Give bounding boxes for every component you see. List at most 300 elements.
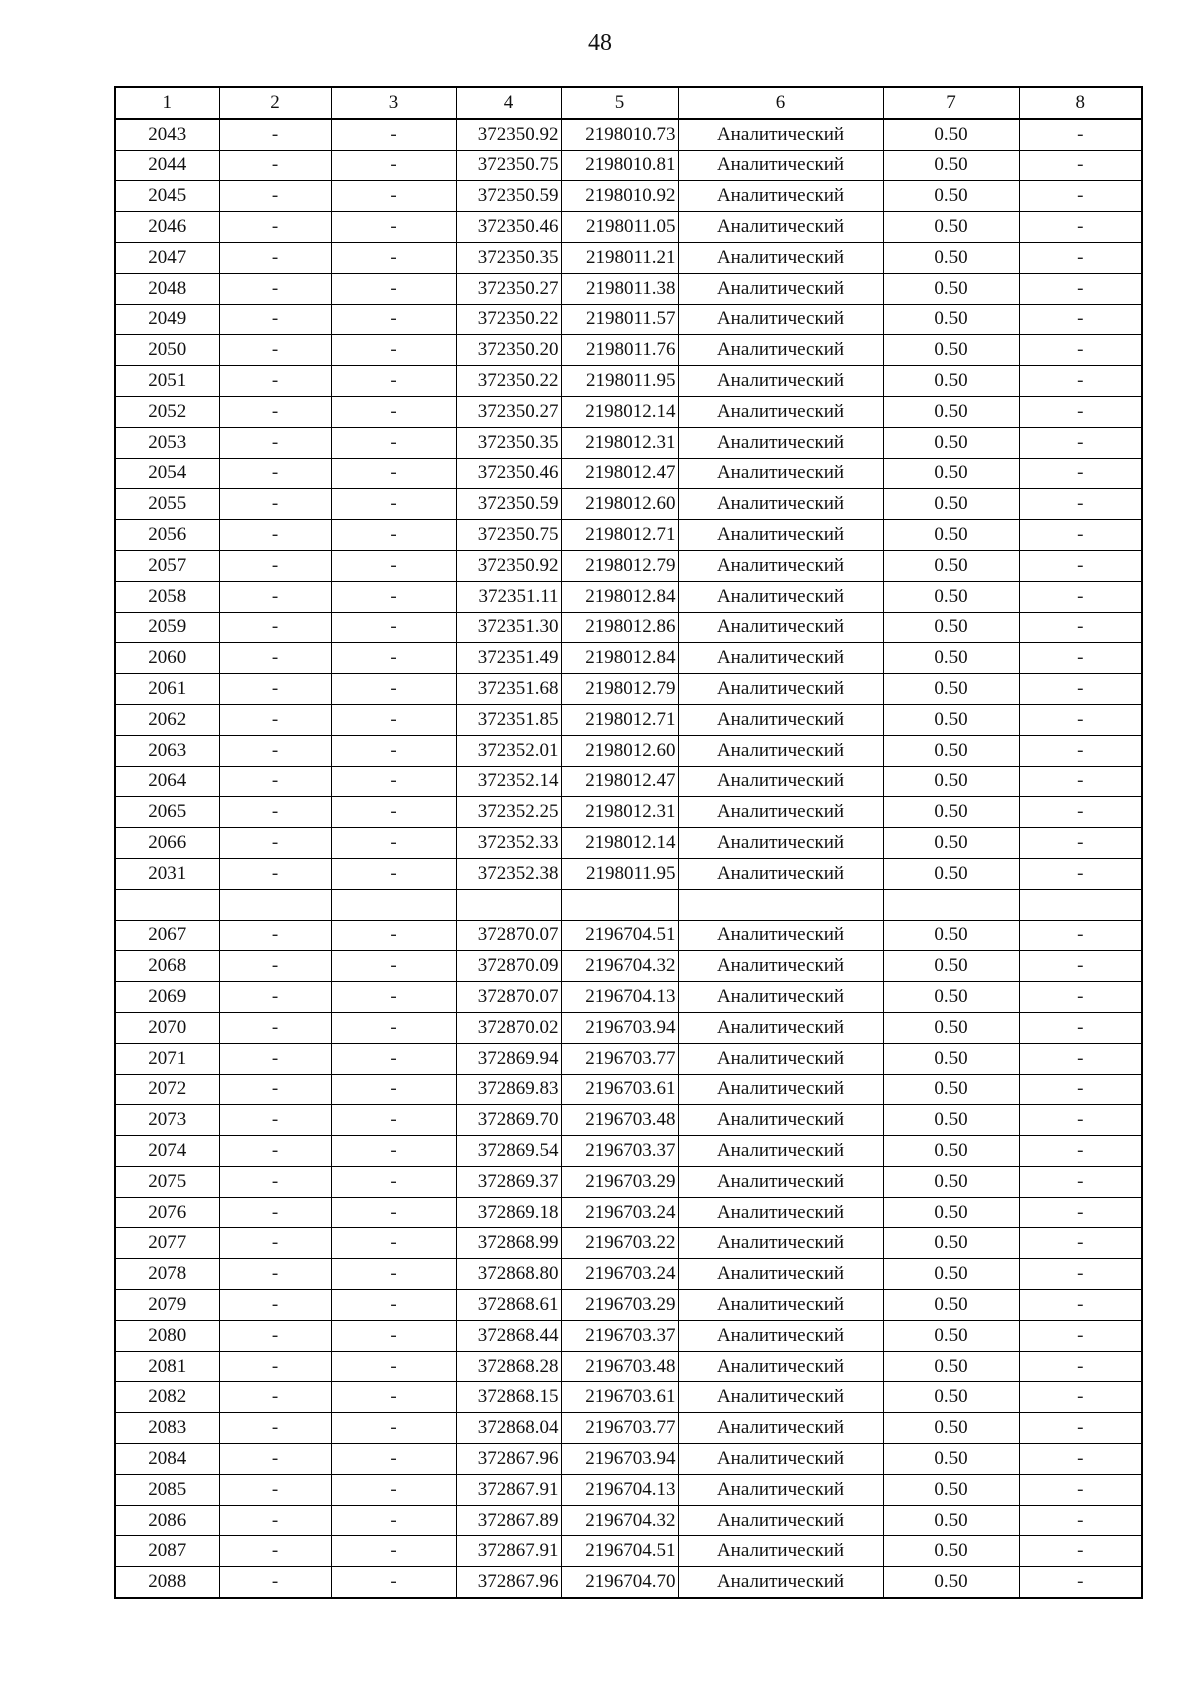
accuracy-cell: 0.50 bbox=[883, 1259, 1019, 1290]
col8-cell: - bbox=[1019, 1536, 1142, 1567]
table-row bbox=[115, 1228, 1142, 1259]
accuracy-cell: 0.50 bbox=[883, 858, 1019, 889]
col2-cell: - bbox=[219, 674, 331, 705]
accuracy-cell: 0.50 bbox=[883, 1043, 1019, 1074]
col8-cell: - bbox=[1019, 1136, 1142, 1167]
table-row bbox=[115, 1505, 1142, 1536]
method-cell: Аналитический bbox=[678, 119, 883, 150]
y-coordinate-cell: 2198011.05 bbox=[561, 212, 678, 243]
method-cell: Аналитический bbox=[678, 335, 883, 366]
method-cell: Аналитический bbox=[678, 1043, 883, 1074]
y-coordinate-cell: 2198012.60 bbox=[561, 489, 678, 520]
x-coordinate-cell: 372868.44 bbox=[456, 1320, 561, 1351]
col2-cell: - bbox=[219, 797, 331, 828]
col8-cell: - bbox=[1019, 1567, 1142, 1598]
method-cell: Аналитический bbox=[678, 366, 883, 397]
y-coordinate-cell: 2196703.77 bbox=[561, 1413, 678, 1444]
method-cell: Аналитический bbox=[678, 612, 883, 643]
col2-cell: - bbox=[219, 458, 331, 489]
method-cell: Аналитический bbox=[678, 1228, 883, 1259]
col8-cell: - bbox=[1019, 920, 1142, 951]
method-cell: Аналитический bbox=[678, 1259, 883, 1290]
col2-cell: - bbox=[219, 920, 331, 951]
col8-cell: - bbox=[1019, 858, 1142, 889]
method-cell: Аналитический bbox=[678, 982, 883, 1013]
point-number-cell: 2031 bbox=[115, 858, 219, 889]
y-coordinate-cell bbox=[561, 889, 678, 920]
table-row bbox=[115, 304, 1142, 335]
point-number-cell: 2057 bbox=[115, 550, 219, 581]
table-row bbox=[115, 396, 1142, 427]
col2-cell bbox=[219, 889, 331, 920]
y-coordinate-cell: 2196704.32 bbox=[561, 1505, 678, 1536]
x-coordinate-cell: 372350.22 bbox=[456, 366, 561, 397]
col8-cell: - bbox=[1019, 1043, 1142, 1074]
col2-cell: - bbox=[219, 828, 331, 859]
col3-cell: - bbox=[331, 1290, 456, 1321]
col2-cell: - bbox=[219, 1197, 331, 1228]
col2-cell: - bbox=[219, 1320, 331, 1351]
x-coordinate-cell: 372868.61 bbox=[456, 1290, 561, 1321]
col3-cell: - bbox=[331, 951, 456, 982]
accuracy-cell: 0.50 bbox=[883, 643, 1019, 674]
x-coordinate-cell: 372870.07 bbox=[456, 982, 561, 1013]
point-number-cell: 2079 bbox=[115, 1290, 219, 1321]
accuracy-cell: 0.50 bbox=[883, 982, 1019, 1013]
method-cell: Аналитический bbox=[678, 858, 883, 889]
x-coordinate-cell: 372870.09 bbox=[456, 951, 561, 982]
col2-cell: - bbox=[219, 1382, 331, 1413]
y-coordinate-cell: 2198011.38 bbox=[561, 273, 678, 304]
col3-cell: - bbox=[331, 1166, 456, 1197]
col3-cell: - bbox=[331, 1536, 456, 1567]
accuracy-cell: 0.50 bbox=[883, 1290, 1019, 1321]
accuracy-cell: 0.50 bbox=[883, 797, 1019, 828]
method-cell: Аналитический bbox=[678, 735, 883, 766]
col3-cell: - bbox=[331, 1320, 456, 1351]
table-row bbox=[115, 982, 1142, 1013]
x-coordinate-cell: 372350.27 bbox=[456, 396, 561, 427]
col8-cell: - bbox=[1019, 1505, 1142, 1536]
table-row bbox=[115, 1382, 1142, 1413]
col3-cell: - bbox=[331, 828, 456, 859]
y-coordinate-cell: 2196703.94 bbox=[561, 1012, 678, 1043]
y-coordinate-cell: 2196703.29 bbox=[561, 1290, 678, 1321]
col8-cell: - bbox=[1019, 1351, 1142, 1382]
method-cell: Аналитический bbox=[678, 1197, 883, 1228]
point-number-cell: 2043 bbox=[115, 119, 219, 150]
table-row bbox=[115, 458, 1142, 489]
method-cell: Аналитический bbox=[678, 1074, 883, 1105]
point-number-cell: 2066 bbox=[115, 828, 219, 859]
point-number-cell: 2060 bbox=[115, 643, 219, 674]
table-row bbox=[115, 1536, 1142, 1567]
col3-cell: - bbox=[331, 1413, 456, 1444]
col8-cell: - bbox=[1019, 273, 1142, 304]
accuracy-cell: 0.50 bbox=[883, 1474, 1019, 1505]
table-row bbox=[115, 1351, 1142, 1382]
col3-cell: - bbox=[331, 1444, 456, 1475]
x-coordinate-cell: 372351.85 bbox=[456, 704, 561, 735]
col8-cell: - bbox=[1019, 674, 1142, 705]
accuracy-cell: 0.50 bbox=[883, 242, 1019, 273]
method-cell: Аналитический bbox=[678, 520, 883, 551]
y-coordinate-cell: 2196704.13 bbox=[561, 1474, 678, 1505]
col2-cell: - bbox=[219, 520, 331, 551]
point-number-cell: 2069 bbox=[115, 982, 219, 1013]
method-cell: Аналитический bbox=[678, 1444, 883, 1475]
col8-cell: - bbox=[1019, 550, 1142, 581]
x-coordinate-cell: 372352.14 bbox=[456, 766, 561, 797]
method-cell: Аналитический bbox=[678, 212, 883, 243]
col3-cell: - bbox=[331, 1105, 456, 1136]
y-coordinate-cell: 2198012.79 bbox=[561, 674, 678, 705]
accuracy-cell: 0.50 bbox=[883, 427, 1019, 458]
method-cell: Аналитический bbox=[678, 1105, 883, 1136]
method-cell: Аналитический bbox=[678, 304, 883, 335]
table-row bbox=[115, 858, 1142, 889]
col3-cell: - bbox=[331, 1351, 456, 1382]
table-row bbox=[115, 1043, 1142, 1074]
col3-cell: - bbox=[331, 581, 456, 612]
point-number-cell: 2050 bbox=[115, 335, 219, 366]
x-coordinate-cell: 372350.22 bbox=[456, 304, 561, 335]
table-row bbox=[115, 735, 1142, 766]
y-coordinate-cell: 2198012.86 bbox=[561, 612, 678, 643]
y-coordinate-cell: 2198011.95 bbox=[561, 858, 678, 889]
x-coordinate-cell: 372352.33 bbox=[456, 828, 561, 859]
method-cell: Аналитический bbox=[678, 458, 883, 489]
point-number-cell: 2051 bbox=[115, 366, 219, 397]
method-cell: Аналитический bbox=[678, 1474, 883, 1505]
accuracy-cell: 0.50 bbox=[883, 766, 1019, 797]
point-number-cell: 2076 bbox=[115, 1197, 219, 1228]
col8-cell: - bbox=[1019, 581, 1142, 612]
col2-cell: - bbox=[219, 304, 331, 335]
col2-cell: - bbox=[219, 489, 331, 520]
accuracy-cell: 0.50 bbox=[883, 1105, 1019, 1136]
col8-cell: - bbox=[1019, 489, 1142, 520]
col3-cell: - bbox=[331, 273, 456, 304]
point-number-cell: 2071 bbox=[115, 1043, 219, 1074]
x-coordinate-cell: 372351.11 bbox=[456, 581, 561, 612]
x-coordinate-cell: 372868.04 bbox=[456, 1413, 561, 1444]
col8-cell: - bbox=[1019, 1259, 1142, 1290]
point-number-cell: 2063 bbox=[115, 735, 219, 766]
method-cell: Аналитический bbox=[678, 643, 883, 674]
y-coordinate-cell: 2198011.76 bbox=[561, 335, 678, 366]
point-number-cell: 2086 bbox=[115, 1505, 219, 1536]
point-number-cell: 2062 bbox=[115, 704, 219, 735]
col8-cell: - bbox=[1019, 150, 1142, 181]
col3-cell bbox=[331, 889, 456, 920]
x-coordinate-cell: 372868.99 bbox=[456, 1228, 561, 1259]
accuracy-cell: 0.50 bbox=[883, 920, 1019, 951]
col3-cell: - bbox=[331, 643, 456, 674]
y-coordinate-cell: 2196704.51 bbox=[561, 1536, 678, 1567]
y-coordinate-cell: 2198011.57 bbox=[561, 304, 678, 335]
accuracy-cell: 0.50 bbox=[883, 181, 1019, 212]
accuracy-cell: 0.50 bbox=[883, 1567, 1019, 1598]
col8-cell: - bbox=[1019, 1413, 1142, 1444]
table-row bbox=[115, 1290, 1142, 1321]
x-coordinate-cell: 372867.96 bbox=[456, 1567, 561, 1598]
table-row bbox=[115, 335, 1142, 366]
y-coordinate-cell: 2198012.79 bbox=[561, 550, 678, 581]
y-coordinate-cell: 2198010.81 bbox=[561, 150, 678, 181]
method-cell: Аналитический bbox=[678, 1351, 883, 1382]
y-coordinate-cell: 2198012.84 bbox=[561, 581, 678, 612]
method-cell: Аналитический bbox=[678, 1320, 883, 1351]
point-number-cell: 2068 bbox=[115, 951, 219, 982]
method-cell: Аналитический bbox=[678, 828, 883, 859]
point-number-cell: 2083 bbox=[115, 1413, 219, 1444]
col2-cell: - bbox=[219, 396, 331, 427]
x-coordinate-cell: 372869.18 bbox=[456, 1197, 561, 1228]
table-header-row bbox=[115, 87, 1142, 119]
x-coordinate-cell: 372350.20 bbox=[456, 335, 561, 366]
accuracy-cell: 0.50 bbox=[883, 828, 1019, 859]
col8-cell: - bbox=[1019, 1382, 1142, 1413]
col3-cell: - bbox=[331, 396, 456, 427]
table-row bbox=[115, 1444, 1142, 1475]
col2-cell: - bbox=[219, 581, 331, 612]
col8-cell: - bbox=[1019, 1074, 1142, 1105]
x-coordinate-cell: 372350.27 bbox=[456, 273, 561, 304]
col3-cell: - bbox=[331, 1567, 456, 1598]
col8-cell: - bbox=[1019, 181, 1142, 212]
point-number-cell: 2073 bbox=[115, 1105, 219, 1136]
col3-cell: - bbox=[331, 766, 456, 797]
col8-cell: - bbox=[1019, 396, 1142, 427]
y-coordinate-cell: 2198012.14 bbox=[561, 396, 678, 427]
method-cell: Аналитический bbox=[678, 1536, 883, 1567]
y-coordinate-cell: 2198011.21 bbox=[561, 242, 678, 273]
table-row bbox=[115, 889, 1142, 920]
accuracy-cell: 0.50 bbox=[883, 212, 1019, 243]
col2-cell: - bbox=[219, 1105, 331, 1136]
x-coordinate-cell: 372350.75 bbox=[456, 520, 561, 551]
table-row bbox=[115, 181, 1142, 212]
col3-cell: - bbox=[331, 858, 456, 889]
table-row bbox=[115, 797, 1142, 828]
accuracy-cell: 0.50 bbox=[883, 581, 1019, 612]
table-row bbox=[115, 1166, 1142, 1197]
x-coordinate-cell: 372867.91 bbox=[456, 1474, 561, 1505]
table-row bbox=[115, 1259, 1142, 1290]
point-number-cell: 2085 bbox=[115, 1474, 219, 1505]
col2-cell: - bbox=[219, 1444, 331, 1475]
col8-cell: - bbox=[1019, 643, 1142, 674]
col2-cell: - bbox=[219, 1290, 331, 1321]
col2-cell: - bbox=[219, 427, 331, 458]
method-cell: Аналитический bbox=[678, 920, 883, 951]
col2-cell: - bbox=[219, 982, 331, 1013]
column-header: 4 bbox=[456, 87, 561, 119]
table-row bbox=[115, 766, 1142, 797]
col2-cell: - bbox=[219, 119, 331, 150]
method-cell: Аналитический bbox=[678, 1290, 883, 1321]
point-number-cell: 2054 bbox=[115, 458, 219, 489]
method-cell: Аналитический bbox=[678, 766, 883, 797]
method-cell: Аналитический bbox=[678, 951, 883, 982]
point-number-cell: 2061 bbox=[115, 674, 219, 705]
col2-cell: - bbox=[219, 1043, 331, 1074]
accuracy-cell: 0.50 bbox=[883, 1505, 1019, 1536]
col3-cell: - bbox=[331, 181, 456, 212]
accuracy-cell: 0.50 bbox=[883, 704, 1019, 735]
x-coordinate-cell: 372867.89 bbox=[456, 1505, 561, 1536]
point-number-cell: 2044 bbox=[115, 150, 219, 181]
accuracy-cell: 0.50 bbox=[883, 674, 1019, 705]
col8-cell bbox=[1019, 889, 1142, 920]
method-cell: Аналитический bbox=[678, 581, 883, 612]
x-coordinate-cell: 372350.59 bbox=[456, 489, 561, 520]
x-coordinate-cell: 372350.35 bbox=[456, 427, 561, 458]
y-coordinate-cell: 2198012.47 bbox=[561, 766, 678, 797]
y-coordinate-cell: 2196703.29 bbox=[561, 1166, 678, 1197]
col8-cell: - bbox=[1019, 704, 1142, 735]
accuracy-cell: 0.50 bbox=[883, 1320, 1019, 1351]
column-header: 2 bbox=[219, 87, 331, 119]
col3-cell: - bbox=[331, 735, 456, 766]
x-coordinate-cell: 372350.59 bbox=[456, 181, 561, 212]
y-coordinate-cell: 2198012.84 bbox=[561, 643, 678, 674]
col8-cell: - bbox=[1019, 1228, 1142, 1259]
x-coordinate-cell: 372352.25 bbox=[456, 797, 561, 828]
method-cell: Аналитический bbox=[678, 273, 883, 304]
col2-cell: - bbox=[219, 242, 331, 273]
y-coordinate-cell: 2196704.70 bbox=[561, 1567, 678, 1598]
table-row bbox=[115, 643, 1142, 674]
col3-cell: - bbox=[331, 520, 456, 551]
accuracy-cell: 0.50 bbox=[883, 951, 1019, 982]
col8-cell: - bbox=[1019, 797, 1142, 828]
table-row bbox=[115, 1105, 1142, 1136]
y-coordinate-cell: 2196703.61 bbox=[561, 1074, 678, 1105]
method-cell: Аналитический bbox=[678, 242, 883, 273]
col3-cell: - bbox=[331, 335, 456, 366]
col3-cell: - bbox=[331, 704, 456, 735]
col2-cell: - bbox=[219, 1413, 331, 1444]
y-coordinate-cell: 2198012.60 bbox=[561, 735, 678, 766]
table-row bbox=[115, 828, 1142, 859]
col8-cell: - bbox=[1019, 1320, 1142, 1351]
col8-cell: - bbox=[1019, 1474, 1142, 1505]
method-cell: Аналитический bbox=[678, 1166, 883, 1197]
point-number-cell: 2055 bbox=[115, 489, 219, 520]
y-coordinate-cell: 2196703.94 bbox=[561, 1444, 678, 1475]
col2-cell: - bbox=[219, 643, 331, 674]
col3-cell: - bbox=[331, 1074, 456, 1105]
accuracy-cell: 0.50 bbox=[883, 1136, 1019, 1167]
point-number-cell: 2070 bbox=[115, 1012, 219, 1043]
point-number-cell: 2046 bbox=[115, 212, 219, 243]
col8-cell: - bbox=[1019, 242, 1142, 273]
col2-cell: - bbox=[219, 150, 331, 181]
col3-cell: - bbox=[331, 242, 456, 273]
point-number-cell: 2045 bbox=[115, 181, 219, 212]
col2-cell: - bbox=[219, 735, 331, 766]
y-coordinate-cell: 2198012.47 bbox=[561, 458, 678, 489]
y-coordinate-cell: 2198012.71 bbox=[561, 520, 678, 551]
col3-cell: - bbox=[331, 1474, 456, 1505]
col8-cell: - bbox=[1019, 1105, 1142, 1136]
col8-cell: - bbox=[1019, 828, 1142, 859]
x-coordinate-cell: 372350.46 bbox=[456, 212, 561, 243]
col8-cell: - bbox=[1019, 1012, 1142, 1043]
method-cell: Аналитический bbox=[678, 1136, 883, 1167]
col2-cell: - bbox=[219, 1012, 331, 1043]
col8-cell: - bbox=[1019, 520, 1142, 551]
table-row bbox=[115, 951, 1142, 982]
coordinates-table bbox=[114, 86, 1143, 1599]
point-number-cell: 2074 bbox=[115, 1136, 219, 1167]
col3-cell: - bbox=[331, 366, 456, 397]
table-row bbox=[115, 612, 1142, 643]
method-cell: Аналитический bbox=[678, 396, 883, 427]
table-row bbox=[115, 581, 1142, 612]
point-number-cell: 2048 bbox=[115, 273, 219, 304]
point-number-cell: 2065 bbox=[115, 797, 219, 828]
point-number-cell: 2056 bbox=[115, 520, 219, 551]
point-number-cell: 2080 bbox=[115, 1320, 219, 1351]
col8-cell: - bbox=[1019, 951, 1142, 982]
x-coordinate-cell: 372350.35 bbox=[456, 242, 561, 273]
col8-cell: - bbox=[1019, 458, 1142, 489]
col2-cell: - bbox=[219, 1474, 331, 1505]
accuracy-cell: 0.50 bbox=[883, 396, 1019, 427]
col8-cell: - bbox=[1019, 1444, 1142, 1475]
column-header: 8 bbox=[1019, 87, 1142, 119]
col3-cell: - bbox=[331, 1197, 456, 1228]
x-coordinate-cell: 372868.80 bbox=[456, 1259, 561, 1290]
table-row bbox=[115, 1320, 1142, 1351]
table-row bbox=[115, 242, 1142, 273]
column-header: 3 bbox=[331, 87, 456, 119]
col3-cell: - bbox=[331, 797, 456, 828]
x-coordinate-cell: 372869.54 bbox=[456, 1136, 561, 1167]
table-row bbox=[115, 1012, 1142, 1043]
col2-cell: - bbox=[219, 1567, 331, 1598]
col2-cell: - bbox=[219, 1228, 331, 1259]
table-row bbox=[115, 427, 1142, 458]
y-coordinate-cell: 2198012.31 bbox=[561, 427, 678, 458]
point-number-cell: 2088 bbox=[115, 1567, 219, 1598]
col3-cell: - bbox=[331, 119, 456, 150]
method-cell: Аналитический bbox=[678, 427, 883, 458]
accuracy-cell: 0.50 bbox=[883, 1444, 1019, 1475]
accuracy-cell: 0.50 bbox=[883, 735, 1019, 766]
method-cell: Аналитический bbox=[678, 550, 883, 581]
col3-cell: - bbox=[331, 489, 456, 520]
col8-cell: - bbox=[1019, 212, 1142, 243]
accuracy-cell: 0.50 bbox=[883, 1351, 1019, 1382]
table-row bbox=[115, 1074, 1142, 1105]
col2-cell: - bbox=[219, 181, 331, 212]
method-cell: Аналитический bbox=[678, 181, 883, 212]
col3-cell: - bbox=[331, 212, 456, 243]
col8-cell: - bbox=[1019, 1166, 1142, 1197]
accuracy-cell: 0.50 bbox=[883, 304, 1019, 335]
col3-cell: - bbox=[331, 150, 456, 181]
col2-cell: - bbox=[219, 612, 331, 643]
point-number-cell: 2049 bbox=[115, 304, 219, 335]
y-coordinate-cell: 2198012.71 bbox=[561, 704, 678, 735]
table-row bbox=[115, 1136, 1142, 1167]
table-row bbox=[115, 212, 1142, 243]
col2-cell: - bbox=[219, 1351, 331, 1382]
